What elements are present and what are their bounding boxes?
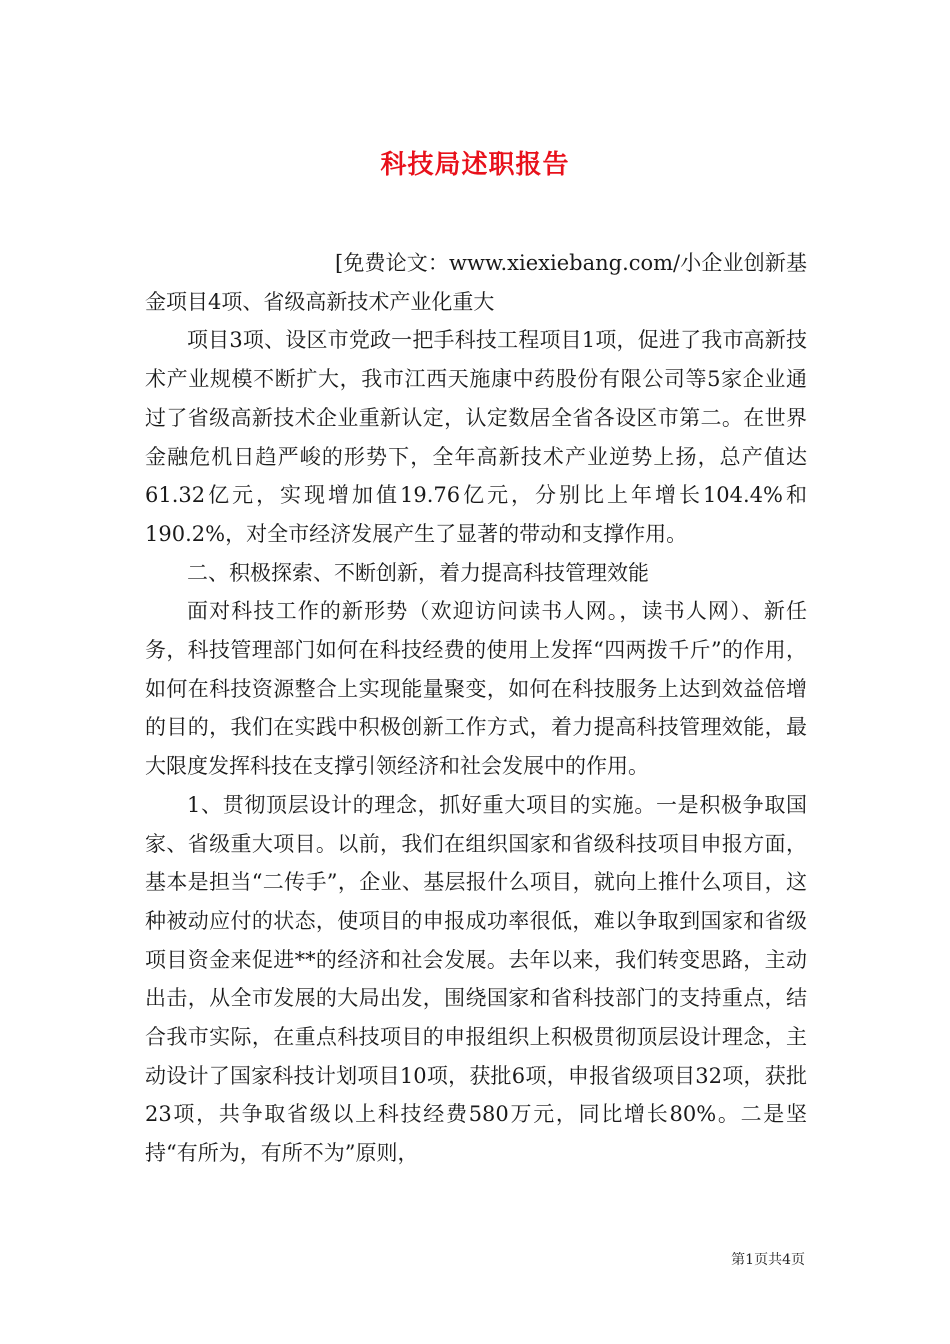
page-title: 科技局述职报告	[380, 150, 570, 181]
paragraph-2: 项目3项、设区市党政一把手科技工程项目1项，促进了我市高新技术产业规模不断扩大，我市江西天施康中药股份有限公司等5家企业通过了省级高新技术企业重新认定，认定数居全省各设区市第二。在世界金融危机日趋严峻的形势下，全年高新技术产业逆势上扬，总产值达61.32亿元，实现增加值19.76亿元，分别比上年增长104.4%和190.2%，对全市经济发展产生了显著的带动和支撑作用。	[145, 328, 807, 546]
paragraph-1: [免费论文：www.xiexiebang.com/小企业创新基金项目4项、省级高新技术产业化重大	[145, 251, 807, 314]
paragraph-4: 1、贯彻顶层设计的理念，抓好重大项目的实施。一是积极争取国家、省级重大项目。以前，我们在组织国家和省级科技项目申报方面，基本是担当“二传手”，企业、基层报什么项目，就向上推什么项目，这种被动应付的状态，使项目的申报成功率很低，难以争取到国家和省级项目资金来促进**的经济和社会发展。去年以来，我们转变思路，主动出击，从全市发展的大局出发，围绕国家和省科技部门的支持重点，结合我市实际，在重点科技项目的申报组织上积极贯彻顶层设计理念，主动设计了国家科技计划项目10项，获批6项，申报省级项目32项，获批23项，共争取省级以上科技经费580万元，同比增长80%。二是坚持“有所为，有所不为”原则，	[145, 792, 807, 1166]
document-body	[145, 244, 807, 1173]
paragraph-3: 面对科技工作的新形势（欢迎访问读书人网。，读书人网）、新任务，科技管理部门如何在科技经费的使用上发挥“四两拨千斤”的作用，如何在科技资源整合上实现能量聚变，如何在科技服务上达到效益倍增的目的，我们在实践中积极创新工作方式，着力提高科技管理效能，最大限度发挥科技在支撑引领经济和社会发展中的作用。	[145, 599, 807, 779]
page-number: 第1页共4页	[731, 1252, 805, 1268]
section-heading: 二、积极探索、不断创新，着力提高科技管理效能	[187, 560, 649, 585]
